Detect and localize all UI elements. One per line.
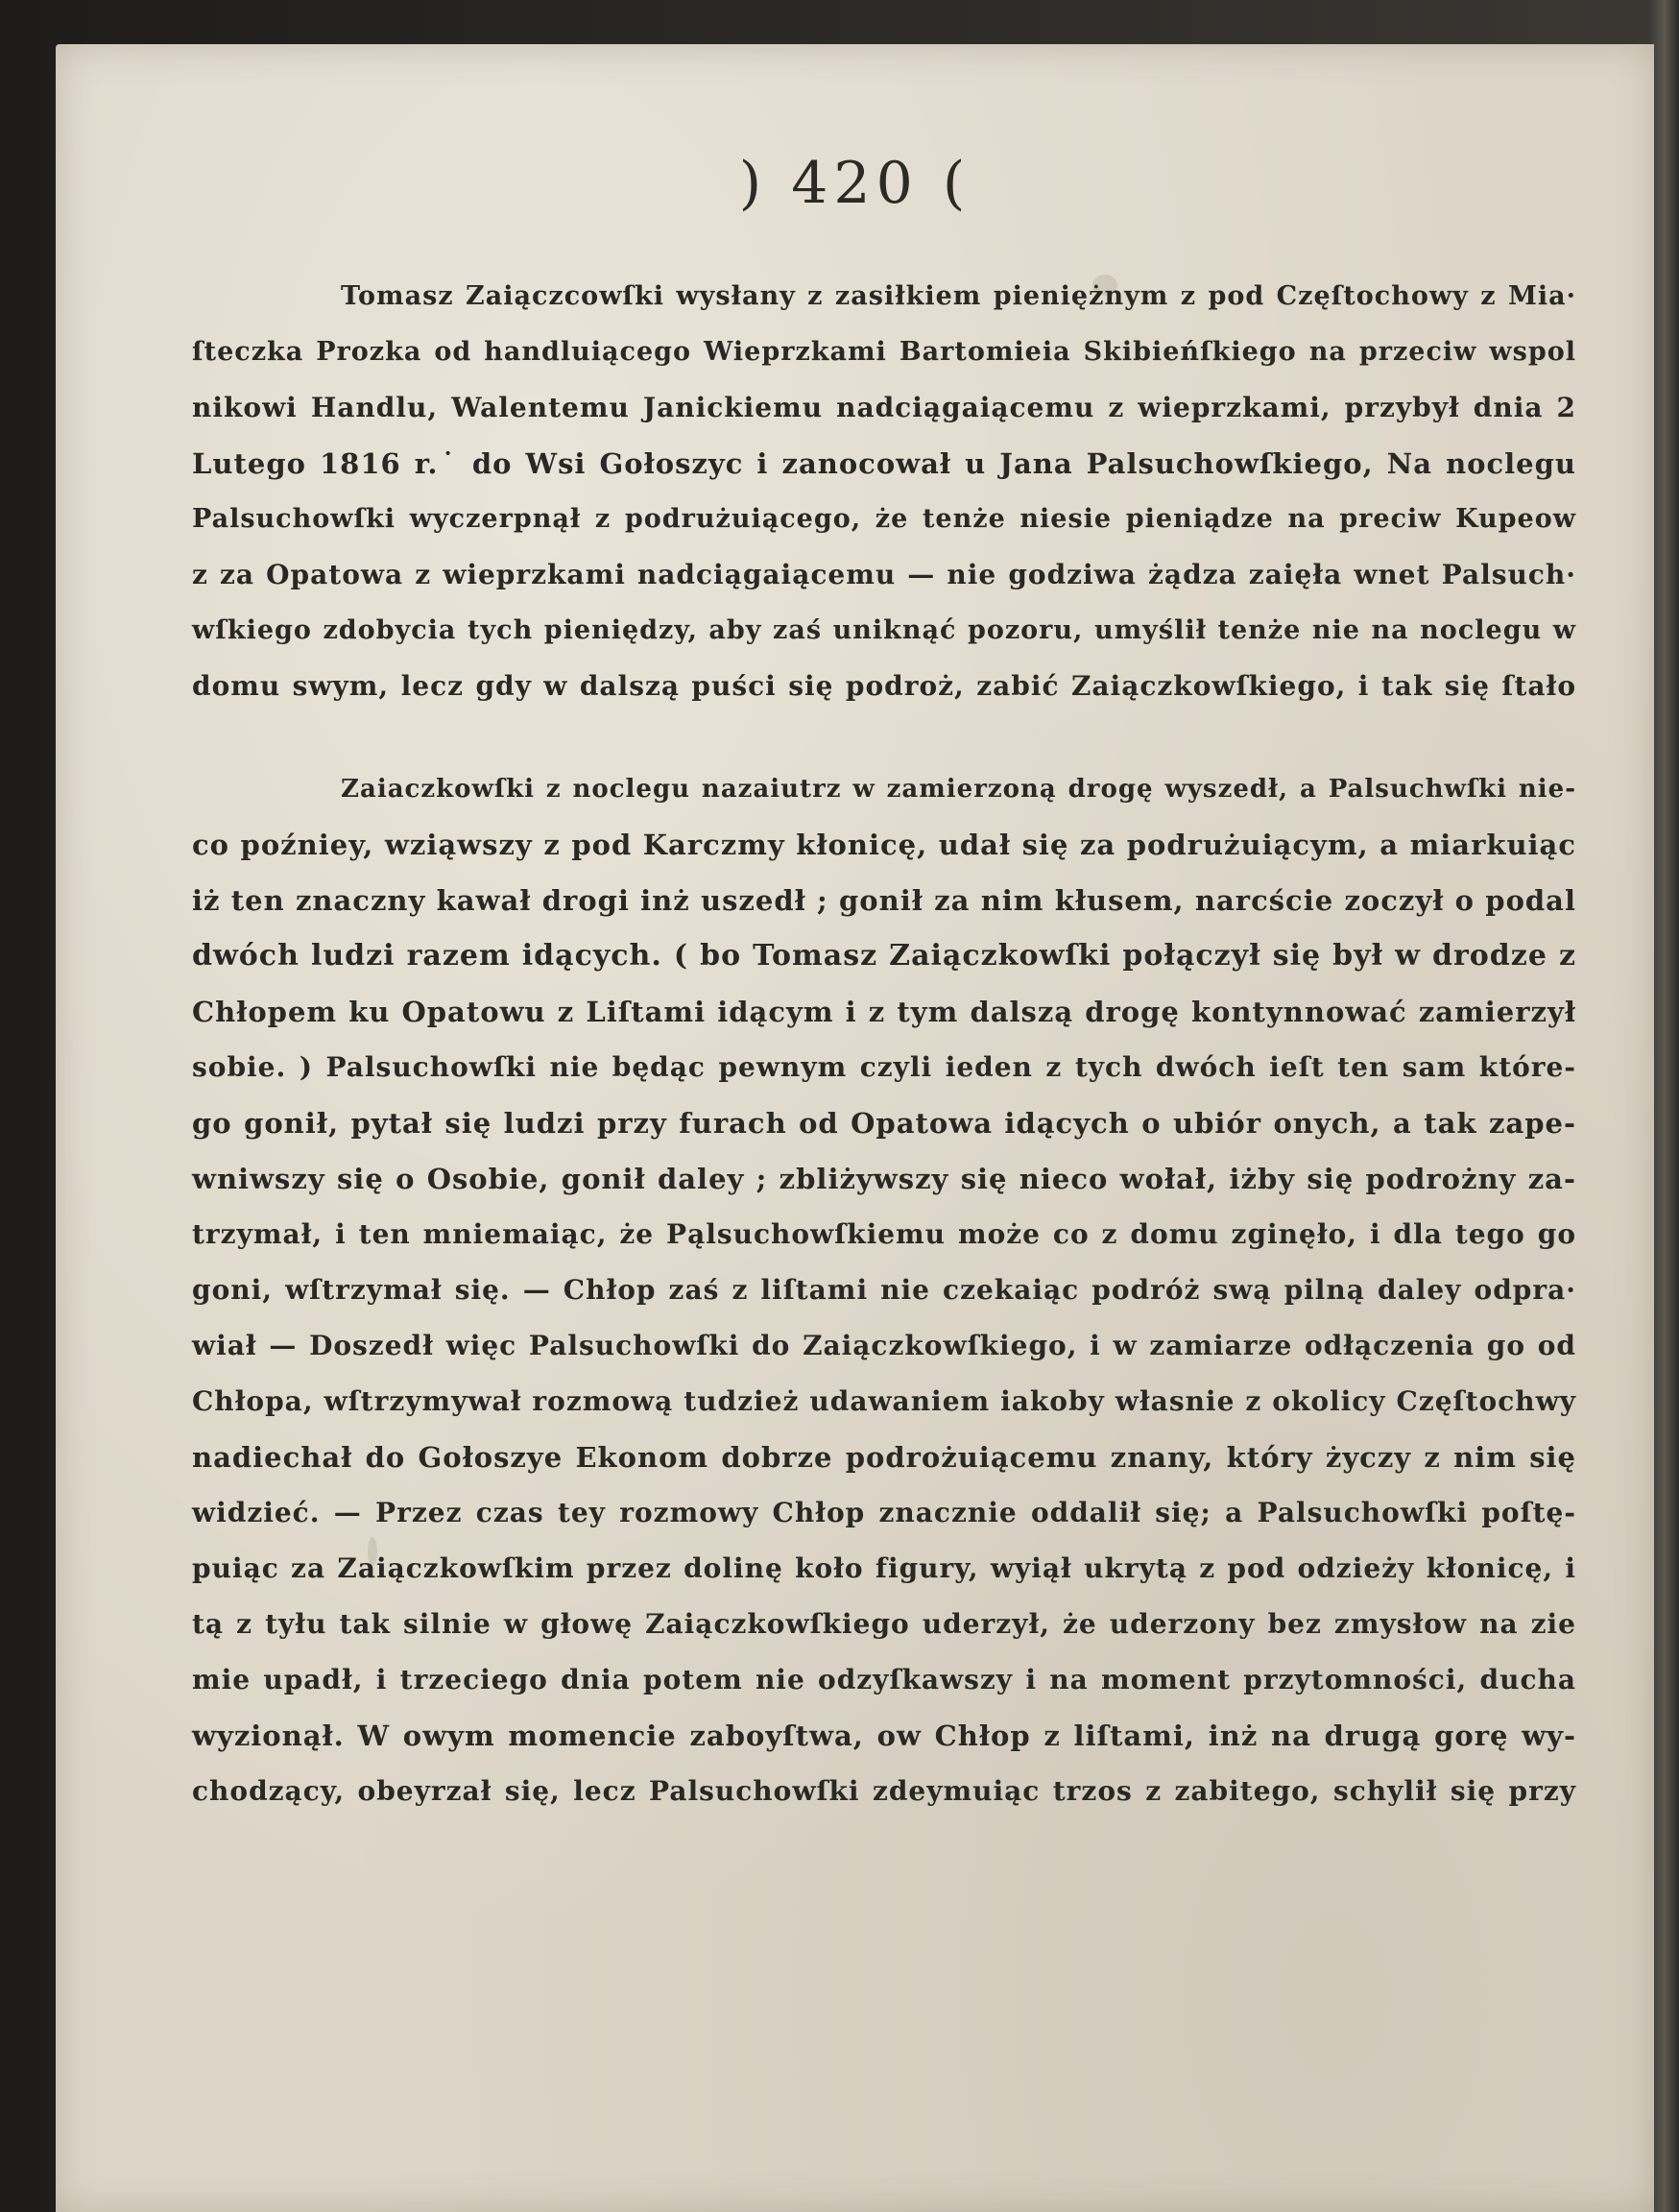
text-line: iż ten znaczny kawał drogi inż uszedł ; gonił za nim kłusem, narcście zoczył o podal (192, 884, 1576, 917)
text-line: Zaiaczkowſki z noclegu nazaiutrz w zamierzoną drogę wyszedł, a Palsuchwſki nie- (341, 775, 1576, 804)
text-line: nikowi Handlu, Walentemu Janickiemu nadciągaiącemu z wieprzkami, przybył dnia 2 (192, 392, 1576, 423)
text-line: ſteczka Prozka od handluiącego Wieprzkami Bartomieia Skibieńſkiego na przeciw wspol (192, 337, 1576, 367)
text-line: Palsuchowſki wyczerpnął z podrużuiącego, że tenże niesie pieniądze na preciw Kupeow (192, 504, 1576, 534)
text-line: widzieć. — Przez czas tey rozmowy Chłop znacznie oddalił się; a Palsuchowſki poſtę- (192, 1497, 1576, 1528)
text-line: wyzionął. W owym momencie zaboyſtwa, ow Chłop z liſtami, inż na drugą gorę wy- (192, 1719, 1576, 1752)
text-line: z za Opatowa z wieprzkami nadciągaiącemu — nie godziwa żądza zaięła wnet Palsuch· (192, 559, 1576, 590)
text-line: wniwszy się o Osobie, gonił daley ; zbliżywszy się nieco wołał, iżby się podrożny za- (192, 1163, 1576, 1195)
book-edge (1650, 0, 1679, 2212)
text-line: dwóch ludzi razem idących. ( bo Tomasz Zaiączkowſki połączył się był w drodze z (192, 939, 1576, 973)
text-line: Tomasz Zaiączcowſki wysłany z zasiłkiem pieniężnym z pod Częſtochowy z Mia· (341, 281, 1576, 311)
text-line: tą z tyłu tak silnie w głowę Zaiączkowſkiego uderzył, że uderzony bez zmysłow na zie (192, 1608, 1576, 1640)
scanned-page (56, 44, 1654, 2212)
text-line: goni, wſtrzymał się. — Chłop zaś z liſtami nie czekaiąc podróż swą pilną daley odpra· (192, 1274, 1576, 1306)
text-line: wſkiego zdobycia tych pieniędzy, aby zaś uniknąć pozoru, umyślił tenże nie na noclegu w (192, 615, 1576, 645)
text-line: chodzący, obeyrzał się, lecz Palsuchowſki zdeymuiąc trzos z zabitego, schylił się przy (192, 1775, 1576, 1807)
text-line: domu swym, lecz gdy w dalszą puści się podroż, zabić Zaiączkowſkiego, i tak się ſtało (192, 670, 1576, 702)
text-line: Chłopem ku Opatowu z Liſtami idącym i z tym dalszą drogę kontynnować zamierzył (192, 996, 1576, 1028)
text-line: co poźniey, wziąwszy z pod Karczmy kłonicę, udał się za podrużuiącym, a miarkuiąc (192, 829, 1576, 861)
text-line: Chłopa, wſtrzymywał rozmową tudzież udawaniem iakoby własnie z okolicy Częſtochwy (192, 1385, 1576, 1417)
text-line: trzymał, i ten mniemaiąc, że Pąlsuchowſkiemu może co z domu zginęło, i dla tego go (192, 1218, 1576, 1250)
text-line: nadiechał do Gołoszye Ekonom dobrze podrożuiącemu znany, który życzy z nim się (192, 1441, 1576, 1474)
text-line: mie upadł, i trzeciego dnia potem nie odzyſkawszy i na moment przytomności, ducha (192, 1664, 1576, 1695)
text-line: go gonił, pytał się ludzi przy furach od Opatowa idących o ubiór onych, a tak zape- (192, 1107, 1576, 1140)
text-line: Lutego 1816 r.˙ do Wsi Gołoszyc i zanocował u Jana Palsuchowſkiego, Na noclegu (192, 447, 1576, 480)
text-line: wiał — Doszedł więc Palsuchowſki do Zaiączkowſkiego, i w zamiarze odłączenia go od (192, 1330, 1576, 1361)
page-number: ) 420 ( (738, 150, 971, 217)
text-line: sobie. ) Palsuchowſki nie będąc pewnym czyli ieden z tych dwóch ieſt ten sam które- (192, 1051, 1576, 1083)
text-line: puiąc za Zaiączkowſkim przez dolinę koło figury, wyiął ukrytą z pod odzieży kłonicę, i (192, 1552, 1576, 1584)
